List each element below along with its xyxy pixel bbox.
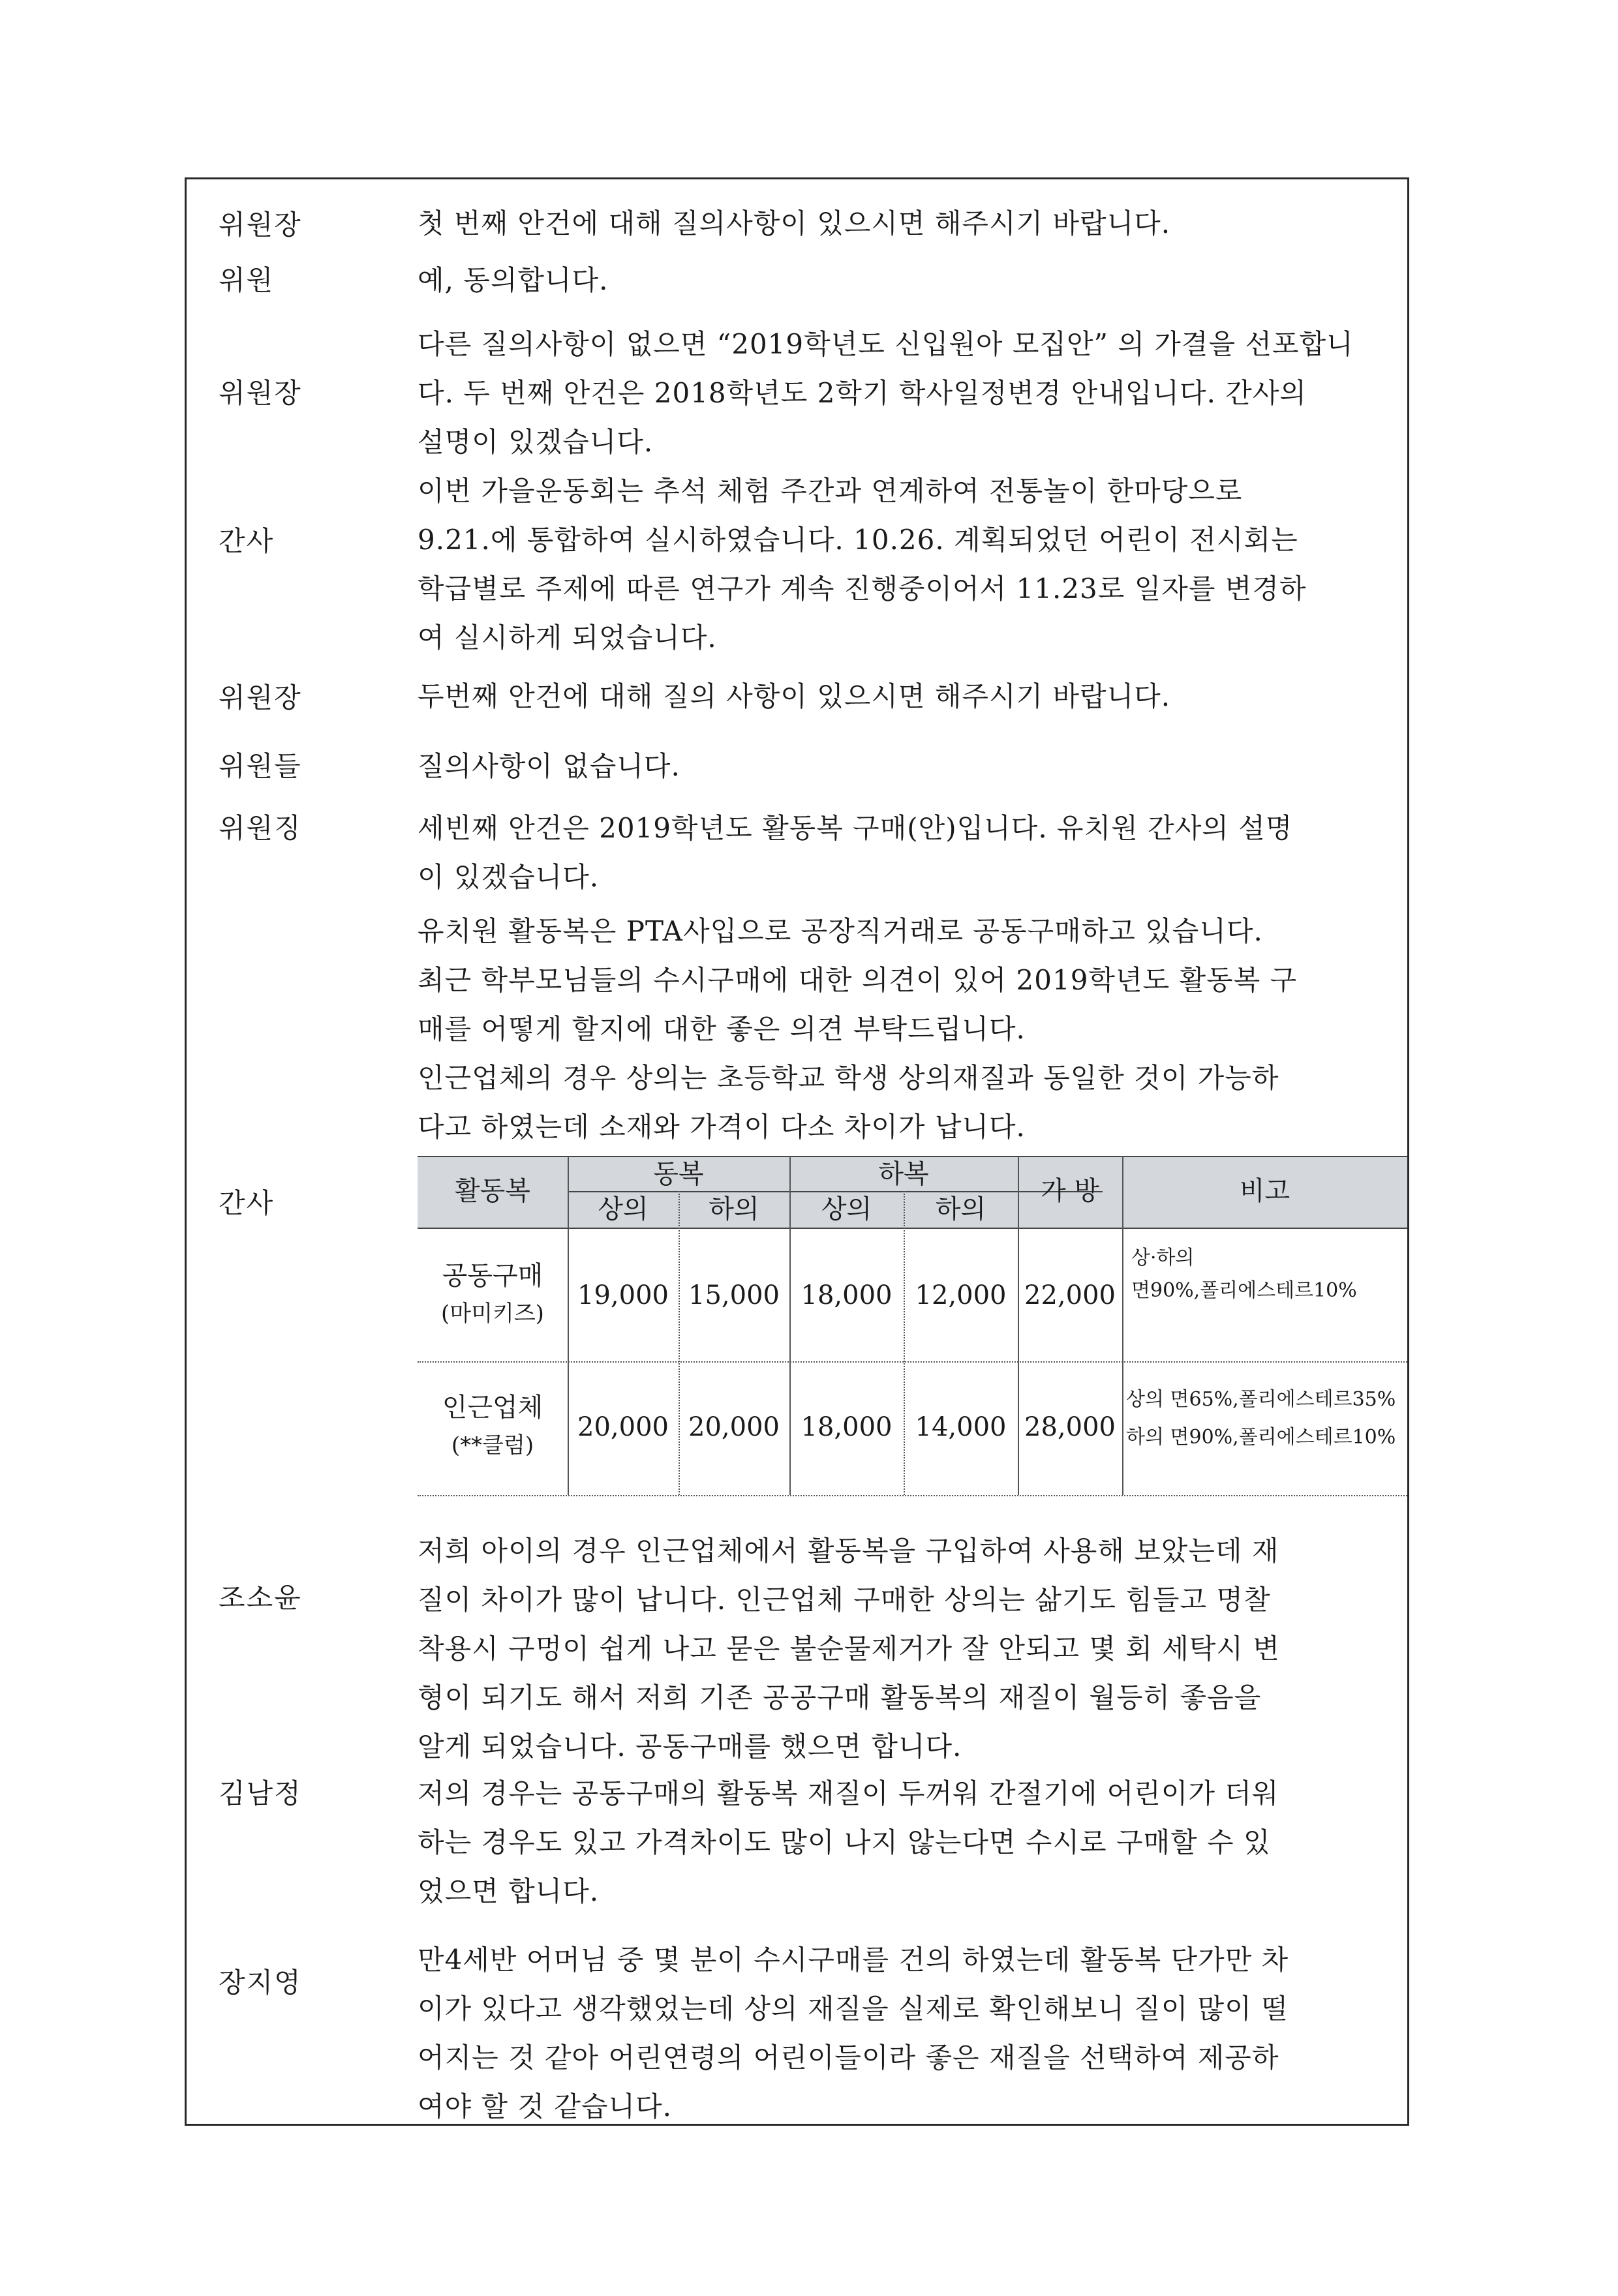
row-name: 공동구매 <box>442 1261 543 1291</box>
note-line: 면90%,폴리에스테르10% <box>1131 1279 1357 1302</box>
statement-line: 었으면 합니다. <box>418 1875 600 1907</box>
header-winter: 동복 <box>653 1159 704 1189</box>
table-divider <box>904 1191 905 1495</box>
statement-line: 유치원 활동복은 PTA사입으로 공장직거래로 공동구매하고 있습니다. <box>418 915 1263 947</box>
statement-line: 세빈째 안건은 2019학년도 활동복 구매(안)입니다. 유치원 간사의 설명 <box>418 812 1293 844</box>
price-cell: 14,000 <box>915 1412 1007 1442</box>
table-divider <box>1018 1156 1019 1495</box>
statement <box>418 199 1390 248</box>
statement-line: 알게 되었습니다. 공동구매를 했으면 합니다. <box>418 1730 962 1762</box>
header-note: 비고 <box>1239 1176 1290 1206</box>
table-divider <box>418 1361 1407 1363</box>
header-item: 활동복 <box>455 1176 530 1206</box>
statement-line: 어지는 것 같아 어린연령의 어린이들이라 좋은 재질을 선택하여 제공하 <box>418 2042 1279 2074</box>
statement-line: 형이 되기도 해서 저희 기존 공공구매 활동복의 재질이 월등히 좋음을 <box>418 1682 1262 1714</box>
statement-line: 여야 할 것 같습니다. <box>418 2091 672 2122</box>
speaker: 위원장 <box>219 209 302 241</box>
speaker: 장지영 <box>219 1967 302 1999</box>
header-bag: 가 방 <box>1041 1176 1099 1206</box>
price-cell: 12,000 <box>915 1280 1007 1310</box>
statement-line: 9.21.에 통합하여 실시하였습니다. 10.26. 계획되었던 어린이 전시회는 <box>418 524 1298 556</box>
statement-line: 설명이 있겠습니다. <box>418 426 654 458</box>
statement <box>418 672 1390 721</box>
statement-line: 이 있겠습니다. <box>418 861 600 893</box>
price-cell: 20,000 <box>577 1412 669 1442</box>
statement <box>418 907 1390 1151</box>
statement-line: 인근업체의 경우 상의는 초등학교 학생 상의재질과 동일한 것이 가능하 <box>418 1062 1279 1094</box>
statement-line: 저희 아이의 경우 인근업체에서 활동복을 구입하여 사용해 보았는데 재 <box>418 1535 1279 1567</box>
table-border <box>418 1495 1407 1496</box>
note-line: 하의 면90%,폴리에스테르10% <box>1126 1426 1396 1449</box>
row-name: 인근업체 <box>442 1393 543 1423</box>
speaker: 간사 <box>219 1187 275 1219</box>
table-divider <box>679 1191 680 1495</box>
statement <box>418 804 1390 901</box>
price-cell: 19,000 <box>577 1280 669 1310</box>
speaker: 조소윤 <box>219 1582 302 1614</box>
statement-line: 이가 있다고 생각했었는데 상의 재질을 실제로 확인해보니 질이 많이 떨 <box>418 1993 1289 2025</box>
table-divider <box>1122 1156 1123 1495</box>
activity-uniform-price-table <box>418 1156 1407 1496</box>
speaker: 위원징 <box>219 812 302 844</box>
statement <box>418 1935 1390 2131</box>
note-line: 상·하의 <box>1131 1246 1195 1269</box>
price-cell: 18,000 <box>801 1412 893 1442</box>
price-cell: 15,000 <box>688 1280 780 1310</box>
price-cell: 28,000 <box>1024 1412 1116 1442</box>
speaker: 위원 <box>219 264 275 296</box>
statement-line: 두번째 안건에 대해 질의 사항이 있으시면 해주시기 바랍니다. <box>418 680 1171 712</box>
statement <box>418 256 1390 305</box>
statement-line: 매를 어떻게 할지에 대한 좋은 의견 부탁드립니다. <box>418 1013 1026 1045</box>
header-top: 상의 <box>821 1194 872 1224</box>
row-vendor: (**클럼) <box>451 1432 534 1458</box>
price-cell: 20,000 <box>688 1412 780 1442</box>
statement-line: 착용시 구멍이 쉽게 나고 묻은 불순물제거가 잘 안되고 몇 회 세탁시 변 <box>418 1633 1280 1665</box>
statement <box>418 1769 1390 1916</box>
statement-line: 질이 차이가 많이 납니다. 인근업체 구매한 상의는 삶기도 힘들고 명찰 <box>418 1584 1271 1616</box>
header-summer: 하복 <box>878 1159 929 1189</box>
statement-line: 첫 번째 안건에 대해 질의사항이 있으시면 해주시기 바랍니다. <box>418 207 1171 239</box>
header-bottom: 하의 <box>935 1194 986 1224</box>
statement-line: 최근 학부모님들의 수시구매에 대한 의견이 있어 2019학년도 활동복 구 <box>418 964 1298 996</box>
statement-line: 다른 질의사항이 없으면 “2019학년도 신입원아 모집안” 의 가결을 선포합니 <box>418 328 1354 360</box>
statement-line: 다고 하였는데 소재와 가격이 다소 차이가 납니다. <box>418 1111 1026 1143</box>
statement-line: 여 실시하게 되었습니다. <box>418 622 717 654</box>
statement-line: 이번 가을운동회는 추석 체험 주간과 연계하여 전통놀이 한마당으로 <box>418 475 1243 507</box>
table-divider <box>418 1228 1407 1229</box>
statement <box>418 466 1390 662</box>
speaker: 위원장 <box>219 377 302 409</box>
speaker: 위원장 <box>219 682 302 714</box>
statement-line: 저의 경우는 공동구매의 활동복 재질이 두꺼워 간절기에 어린이가 더워 <box>418 1777 1279 1809</box>
price-cell: 18,000 <box>801 1280 893 1310</box>
speaker: 김남정 <box>219 1777 302 1809</box>
header-bottom: 하의 <box>709 1194 759 1224</box>
table-border <box>418 1156 1407 1157</box>
statement-line: 학급별로 주제에 따른 연구가 계속 진행중이어서 11.23로 일자를 변경하 <box>418 573 1307 605</box>
price-cell: 22,000 <box>1024 1280 1116 1310</box>
statement-line: 만4세반 어머님 중 몇 분이 수시구매를 건의 하였는데 활동복 단가만 차 <box>418 1944 1289 1976</box>
statement-line: 다. 두 번째 안건은 2018학년도 2학기 학사일정변경 안내입니다. 간사의 <box>418 377 1307 409</box>
statement <box>418 1526 1390 1771</box>
statement-line: 질의사항이 없습니다. <box>418 750 680 782</box>
header-top: 상의 <box>598 1194 649 1224</box>
row-vendor: (마미키즈) <box>441 1301 544 1327</box>
statement <box>418 742 1390 791</box>
statement-line: 하는 경우도 있고 가격차이도 많이 나지 않는다면 수시로 구매할 수 있 <box>418 1826 1271 1858</box>
speaker: 간사 <box>219 525 275 557</box>
note-line: 상의 면65%,폴리에스테르35% <box>1126 1388 1396 1411</box>
statement-line: 예, 동의합니다. <box>418 264 609 296</box>
speaker: 위원들 <box>219 750 302 782</box>
statement <box>418 320 1390 466</box>
